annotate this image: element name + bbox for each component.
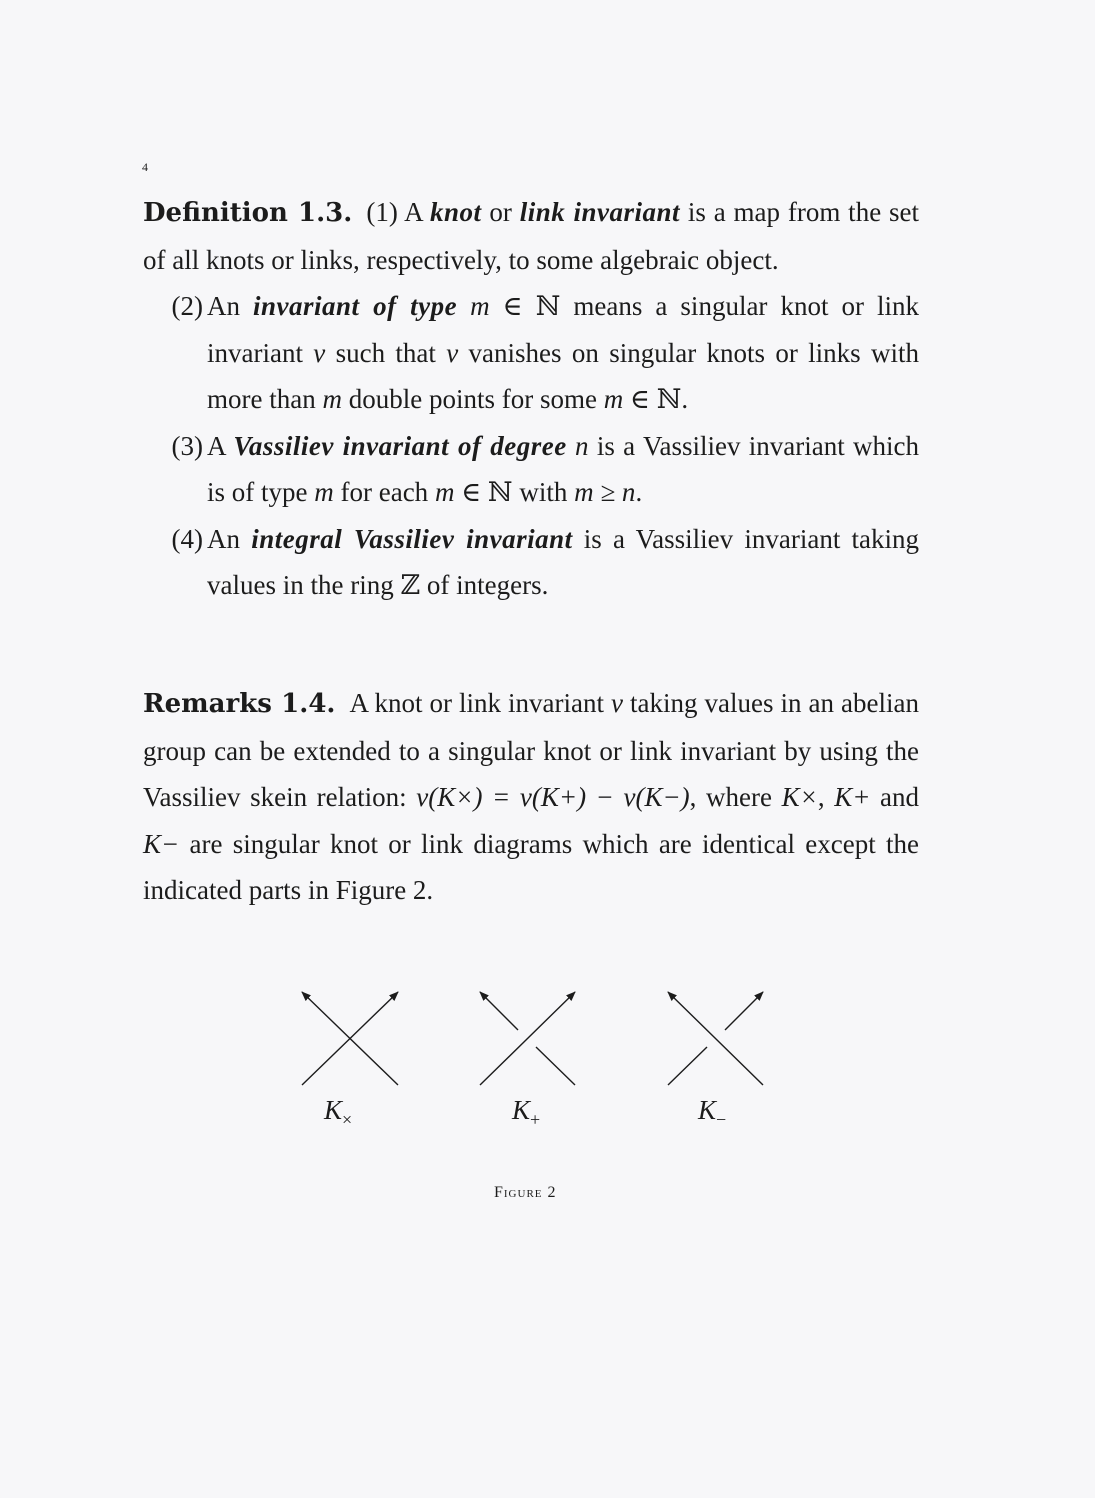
definition-heading: Definition 1.3. bbox=[143, 198, 353, 228]
label-k-minus: $K_-$ bbox=[698, 1095, 727, 1130]
crossing-diagrams bbox=[280, 980, 800, 1100]
label-k-singular: $K_\times$ bbox=[324, 1095, 353, 1130]
positive-crossing-diagram bbox=[480, 992, 575, 1085]
page-number: 4 bbox=[142, 160, 148, 174]
figure-caption: Figure 2 bbox=[494, 1184, 557, 1201]
remarks-1-4: Remarks 1.4. A knot or link invariant v taking values in an abelian group can be extended to a singular knot or link invariant by using the Vassiliev skein relation: v(K×) = v(K+) − v(K−), where K×, K+ and K− are singular knot or link diagrams which are identical except the indicated parts in Figure 2. bbox=[143, 688, 920, 905]
definition-item-2: (2) An invariant of type m ∈ ℕ means a singular knot or link invariant v such that v vanishes on singular knots or links with more than m double points for some m ∈ ℕ. bbox=[171, 291, 920, 414]
definition-item-1: Definition 1.3. (1) A knot or link invariant is a map from the set of all knots or links, respectively, to some algebraic object. bbox=[143, 197, 919, 275]
negative-crossing-diagram bbox=[668, 992, 763, 1085]
label-k-plus: $K_+$ bbox=[512, 1095, 541, 1130]
singular-crossing-diagram bbox=[302, 992, 398, 1085]
skein-relation: v(K×) = v(K+) − v(K−) bbox=[416, 782, 690, 812]
remarks-heading: Remarks 1.4. bbox=[143, 689, 336, 719]
definition-item-4: (4) An integral Vassiliev invariant is a Vassiliev invariant taking values in the ring ℤ of integers. bbox=[171, 523, 919, 600]
figure-2 bbox=[280, 980, 800, 1220]
definition-1-3 bbox=[143, 189, 919, 609]
definition-item-3: (3) A Vassiliev invariant of degree n is a Vassiliev invariant which is of type m for each m ∈ ℕ with m ≥ n. bbox=[171, 430, 920, 507]
